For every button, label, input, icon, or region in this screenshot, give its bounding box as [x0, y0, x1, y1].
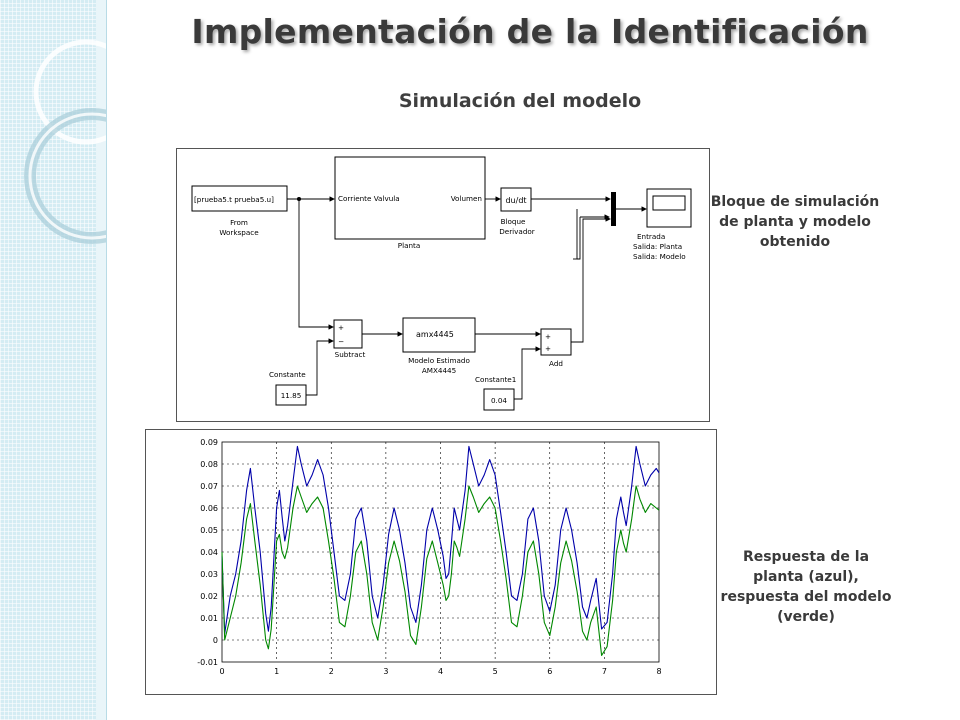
decorative-sidebar	[0, 0, 107, 720]
simulink-diagram	[176, 148, 710, 422]
constante1-value: 0.04	[490, 396, 508, 405]
diagram-canvas	[177, 149, 709, 421]
constante-label: Constante	[269, 370, 306, 379]
x-tick-label: 0	[219, 667, 225, 676]
constante1-block[interactable]	[475, 375, 516, 410]
from-workspace-label2: Workspace	[219, 228, 259, 237]
derivador-label2: Derivador	[499, 227, 535, 236]
from-workspace-block[interactable]	[192, 186, 287, 237]
x-tick-label: 1	[274, 667, 280, 676]
modelo-label1: Modelo Estimado	[408, 356, 470, 365]
add-label: Add	[549, 359, 563, 368]
subtract-label: Subtract	[334, 350, 366, 359]
slide-title: Implementación de la Identificación	[191, 12, 869, 51]
derivador-label1: Bloque	[500, 217, 526, 226]
y-tick-label: 0.04	[200, 548, 218, 557]
caption-chart: Respuesta de la planta (azul), respuesta del modelo (verde)	[720, 549, 892, 625]
slide-subtitle: Simulación del modelo	[398, 90, 642, 112]
modelo-label2: AMX4445	[421, 366, 457, 375]
add-sign2: +	[545, 344, 552, 353]
planta-label: Planta	[397, 241, 421, 250]
add-sign1: +	[545, 332, 552, 341]
scope-block[interactable]	[633, 189, 691, 261]
chart-canvas	[146, 430, 716, 694]
planta-block[interactable]	[335, 157, 485, 250]
y-tick-label: 0.08	[200, 460, 218, 469]
subtract-block[interactable]	[334, 320, 365, 359]
derivador-block[interactable]	[499, 188, 535, 236]
from-workspace-text: [prueba5.t prueba5.u]	[194, 195, 274, 204]
x-tick-label: 6	[547, 667, 553, 676]
y-tick-label: 0.07	[200, 482, 218, 491]
scope-label2: Salida: Planta	[633, 242, 683, 251]
y-tick-label: 0.01	[200, 614, 218, 623]
x-tick-label: 4	[437, 667, 444, 676]
constante-value: 11.85	[280, 391, 302, 400]
y-tick-label: 0.09	[200, 438, 218, 447]
y-tick-label: 0.03	[200, 570, 218, 579]
modelo-text: amx4445	[416, 330, 454, 339]
x-tick-label: 2	[328, 667, 334, 676]
scope-label3: Salida: Modelo	[633, 252, 686, 261]
x-tick-label: 5	[492, 667, 498, 676]
y-tick-label: 0.02	[200, 592, 218, 601]
y-tick-label: 0.06	[200, 504, 218, 513]
caption-diagram: Bloque de simulación de planta y modelo obtenido	[710, 194, 880, 250]
constante-block[interactable]	[269, 370, 306, 405]
mux-block[interactable]	[611, 192, 616, 226]
subtract-sign1: +	[338, 323, 345, 332]
constante1-label: Constante1	[475, 375, 517, 384]
subtract-sign2: −	[338, 337, 345, 346]
derivador-text: du/dt	[505, 196, 527, 205]
planta-out-port: Volumen	[450, 194, 482, 203]
add-block[interactable]	[541, 329, 571, 368]
y-tick-label: 0.05	[200, 526, 218, 535]
response-chart	[145, 429, 717, 695]
y-tick-label: -0.01	[197, 658, 218, 667]
x-tick-label: 8	[656, 667, 662, 676]
scope-label1: Entrada	[637, 232, 666, 241]
sidebar-rings	[0, 0, 106, 720]
planta-in-port: Corriente Valvula	[338, 194, 400, 203]
from-workspace-label1: From	[230, 218, 248, 227]
modelo-block[interactable]	[403, 318, 475, 375]
x-tick-label: 7	[601, 667, 607, 676]
y-tick-label: 0	[212, 636, 218, 645]
x-tick-label: 3	[383, 667, 389, 676]
